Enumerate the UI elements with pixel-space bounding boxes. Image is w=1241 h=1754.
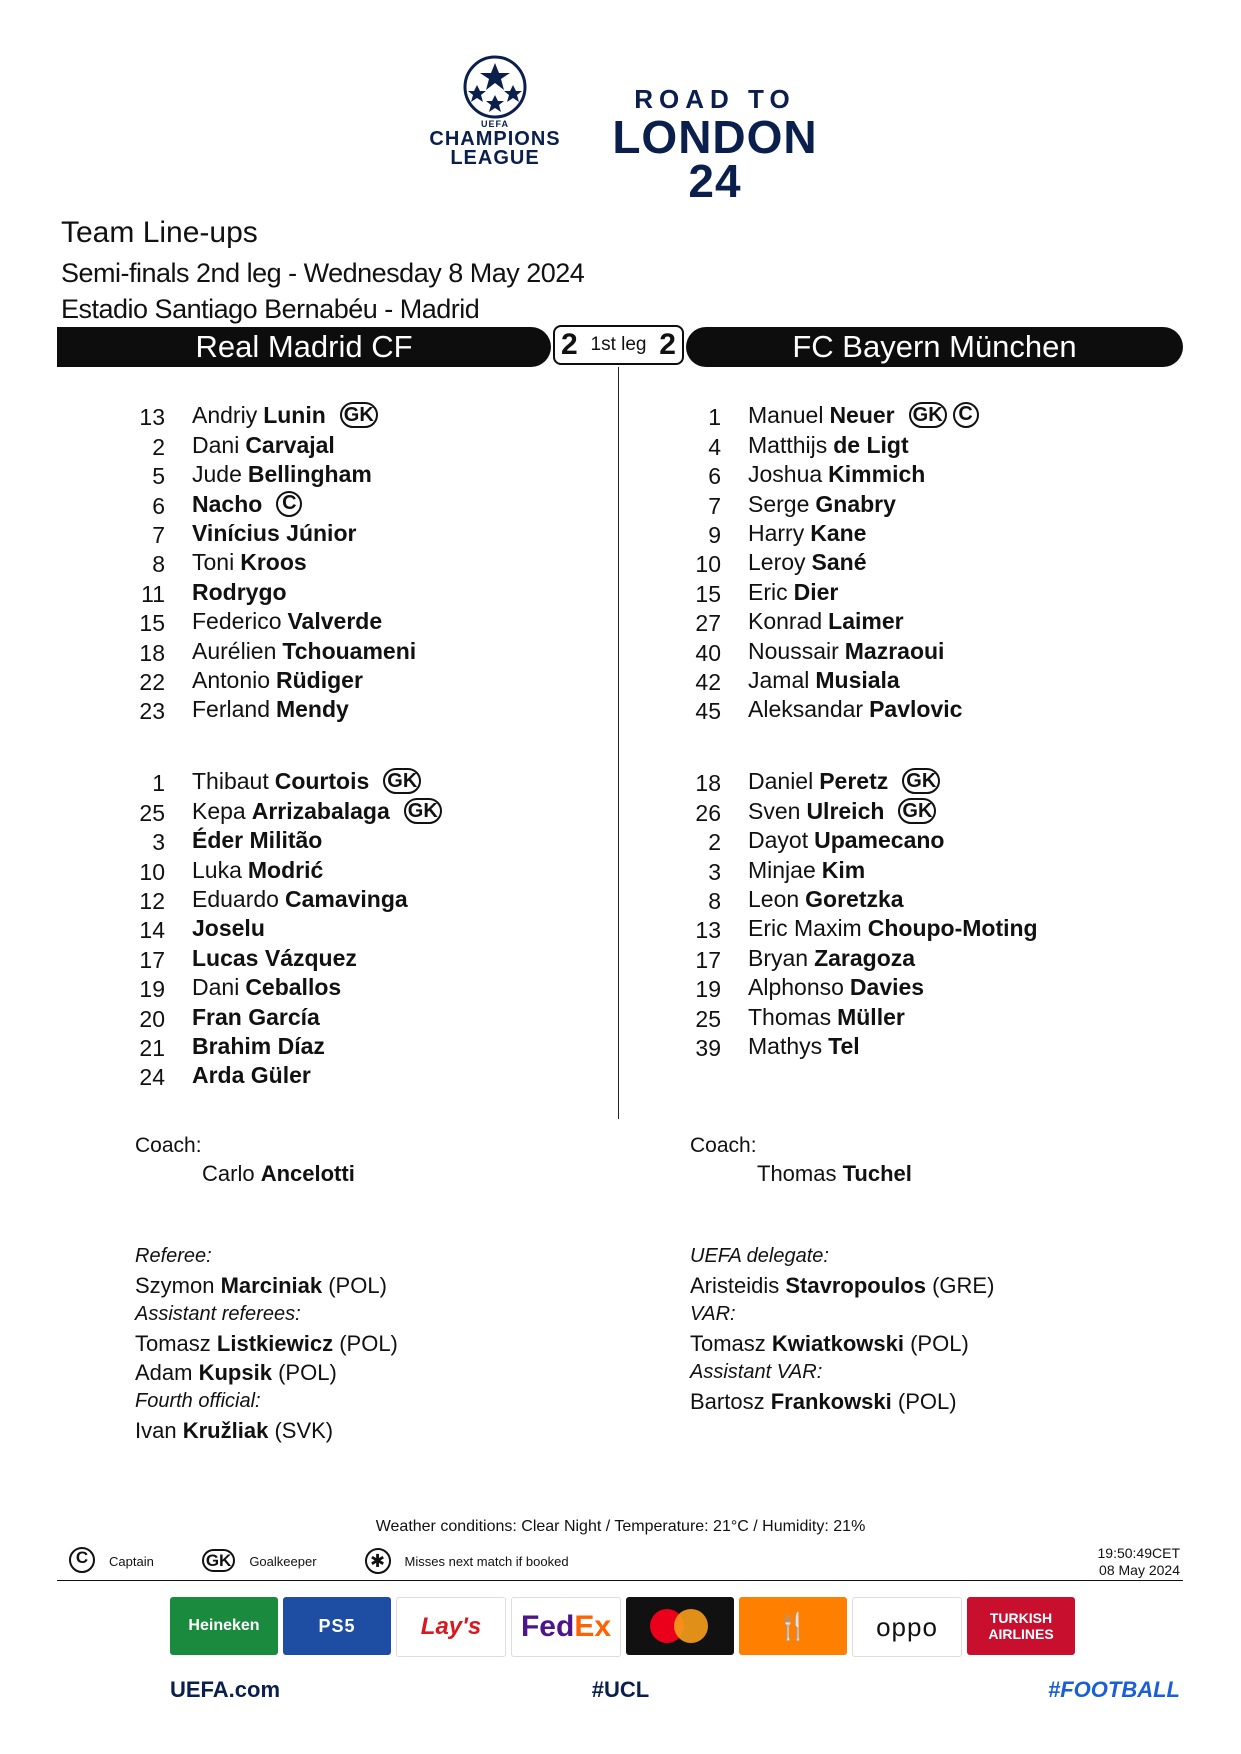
player-last-name: Zaragoza [814,944,916,971]
player-row [127,854,442,883]
legend-booked-label: Misses next match if booked [404,1553,569,1569]
first-leg-home-score: 2 [561,328,578,361]
player-first-name: Dani [192,974,240,1001]
player-row [127,766,442,795]
player-last-name: Kimmich [828,461,926,488]
fedex-fe: Fed [520,1610,575,1643]
official-first-name: Tomasz [135,1331,211,1356]
player-last-name: Davies [849,974,925,1001]
starball-icon [463,55,527,119]
player-row [683,913,1038,942]
player-row [683,518,979,547]
player-number: 10 [139,858,165,885]
playstation-logo: PS5 [283,1597,391,1655]
player-row [683,795,1038,824]
player-row [127,606,416,635]
captain-icon: C [953,402,979,428]
player-number: 17 [695,946,721,973]
player-last-name: Tchouameni [282,637,417,664]
player-last-name: Nacho [192,490,263,517]
player-number: 13 [695,917,721,944]
player-last-name: Joselu [192,915,265,942]
player-row [127,694,416,723]
mastercard-logo [626,1597,734,1655]
player-number: 39 [695,1034,721,1061]
official-name [135,1329,398,1358]
player-number: 2 [152,433,165,460]
player-first-name: Jude [192,461,242,488]
road-to-london-logo [610,84,820,207]
player-first-name: Federico [192,608,282,635]
player-first-name: Joshua [748,461,823,488]
player-number: 27 [695,610,721,637]
official-name [135,1271,398,1300]
away-substitutes [683,766,1038,1060]
oppo-logo: oppo [852,1597,962,1657]
player-number: 6 [152,492,165,519]
player-row [683,854,1038,883]
player-row [683,694,979,723]
player-last-name: Ceballos [245,974,342,1001]
player-last-name: Musiala [815,666,900,693]
player-row [683,606,979,635]
official-role: VAR: [690,1303,736,1325]
official-name [135,1358,398,1387]
asterisk-icon: ✱ [365,1548,391,1574]
player-row [127,429,416,458]
official-last-name: Kupsik [198,1360,272,1385]
player-first-name: Luka [192,856,242,883]
player-last-name: Courtois [274,768,370,795]
turkish-airlines-logo: TURKISH AIRLINES [967,1597,1075,1655]
player-number: 2 [708,829,721,856]
player-last-name: Upamecano [814,827,945,854]
player-last-name: de Ligt [833,431,909,458]
official-last-name: Kwiatkowski [771,1331,904,1356]
champions-league-logo [420,55,570,195]
player-last-name: Neuer [829,402,895,429]
goalkeeper-icon: GK [909,402,947,428]
first-leg-score [553,325,684,365]
takeaway-logo: 🍴 [739,1597,847,1655]
player-number: 18 [139,639,165,666]
player-row [683,1001,1038,1030]
player-number: 3 [152,829,165,856]
away-coach-first: Thomas [757,1161,837,1186]
away-coach-label: Coach: [690,1134,757,1157]
player-last-name: Gnabry [815,490,896,517]
player-number: 15 [695,580,721,607]
player-number: 26 [695,799,721,826]
player-last-name: Pavlovic [869,696,963,723]
player-row [127,825,442,854]
official-role: Assistant referees: [135,1303,301,1325]
player-row [683,665,979,694]
player-last-name: Carvajal [245,431,335,458]
ucl-hashtag: #UCL [591,1677,650,1702]
player-first-name: Eric Maxim [748,915,862,942]
official-nationality: (GRE) [932,1273,995,1298]
player-number: 11 [141,580,165,607]
player-row [127,488,416,517]
player-number: 8 [152,551,165,578]
goalkeeper-icon: GK [202,1549,236,1572]
captain-icon: C [69,1547,95,1573]
player-row [127,635,416,664]
player-last-name: Sané [811,549,867,576]
player-last-name: Ulreich [806,797,885,824]
player-number: 9 [708,521,721,548]
player-number: 19 [139,976,165,1003]
player-row [683,942,1038,971]
legend-booked [365,1548,569,1574]
player-last-name: Camavinga [284,885,408,912]
player-number: 17 [139,946,165,973]
player-row [127,547,416,576]
player-number: 42 [695,668,721,695]
player-row [683,972,1038,1001]
player-first-name: Thibaut [192,768,269,795]
player-first-name: Kepa [192,797,246,824]
player-first-name: Alphonso [748,974,844,1001]
player-number: 6 [708,463,721,490]
home-coach-name [202,1161,355,1187]
legend [69,1548,617,1574]
official-name [135,1416,398,1445]
player-number: 5 [152,463,165,490]
player-first-name: Antonio [192,666,271,693]
player-last-name: Choupo-Moting [867,915,1038,942]
captain-icon: C [276,491,302,517]
player-row [683,429,979,458]
home-coach-last: Ancelotti [260,1161,355,1186]
player-number: 25 [139,799,165,826]
official-last-name: Kružliak [182,1418,269,1443]
player-number: 8 [708,887,721,914]
home-team-name: Real Madrid CF [195,329,413,364]
player-first-name: Jamal [748,666,810,693]
player-last-name: Kim [821,856,866,883]
official-last-name: Frankowski [770,1389,892,1414]
heineken-logo: Heineken [170,1597,278,1655]
player-first-name: Eric [748,578,788,605]
player-first-name: Sven [748,797,801,824]
player-first-name: Toni [192,549,235,576]
player-row [683,576,979,605]
player-first-name: Harry [748,519,805,546]
official-name [690,1271,994,1300]
player-row [683,488,979,517]
football-hashtag: #FOOTBALL [1048,1677,1180,1702]
player-row [683,459,979,488]
away-coach-last: Tuchel [842,1161,912,1186]
player-number: 40 [695,639,721,666]
ucl-league-text: LEAGUE [450,147,540,169]
player-row [127,884,442,913]
player-first-name: Eduardo [192,885,279,912]
player-first-name: Andriy [192,402,258,429]
player-row [683,547,979,576]
away-team-name: FC Bayern München [792,329,1077,364]
home-coach-first: Carlo [202,1161,255,1186]
official-nationality: (POL) [278,1360,337,1385]
player-number: 1 [152,770,165,797]
player-first-name: Ferland [192,696,270,723]
player-first-name: Noussair [748,637,839,664]
official-nationality: (POL) [339,1331,398,1356]
player-number: 22 [139,668,165,695]
official-role: Referee: [135,1245,212,1267]
official-name [690,1329,994,1358]
home-substitutes [127,766,442,1089]
official-nationality: (POL) [328,1273,387,1298]
player-row [127,518,416,547]
weather-conditions: Weather conditions: Clear Night / Temperature: 21°C / Humidity: 21% [375,1518,866,1535]
player-row [127,400,416,429]
player-last-name: Lucas Vázquez [192,944,357,971]
official-nationality: (POL) [910,1331,969,1356]
player-row [127,576,416,605]
player-number: 13 [139,404,165,431]
goalkeeper-icon: GK [383,768,421,794]
away-team-bar [686,327,1183,367]
officials-left [135,1242,398,1445]
player-last-name: Laimer [828,608,904,635]
player-row [127,795,442,824]
player-first-name: Matthijs [748,431,828,458]
official-last-name: Marciniak [220,1273,323,1298]
player-first-name: Serge [748,490,810,517]
player-row [127,942,442,971]
home-team-bar [57,327,551,367]
goalkeeper-icon: GK [340,402,378,428]
road-to-text: ROAD TO [634,84,796,114]
player-row [127,665,416,694]
player-last-name: Peretz [819,768,889,795]
official-last-name: Stavropoulos [785,1273,926,1298]
player-last-name: Rodrygo [192,578,287,605]
player-row [683,1031,1038,1060]
fedex-logo [511,1597,621,1657]
player-last-name: Mendy [275,696,349,723]
player-last-name: Lunin [263,402,326,429]
center-divider [618,367,619,1119]
player-row [127,913,442,942]
player-first-name: Konrad [748,608,823,635]
player-number: 25 [695,1005,721,1032]
legend-captain [69,1548,154,1574]
player-row [127,1031,442,1060]
page-title: Team Line-ups [61,216,258,249]
player-last-name: Éder Militão [192,827,323,854]
official-role: UEFA delegate: [690,1245,829,1267]
mastercard-yellow-circle [674,1609,708,1643]
player-last-name: Valverde [287,608,383,635]
goalkeeper-icon: GK [898,798,936,824]
player-last-name: Kroos [240,549,307,576]
player-row [127,459,416,488]
player-first-name: Dani [192,431,240,458]
official-name [690,1387,994,1416]
player-number: 12 [139,887,165,914]
player-first-name: Manuel [748,402,824,429]
player-first-name: Mathys [748,1032,823,1059]
player-last-name: Tel [828,1032,860,1059]
player-number: 21 [139,1034,165,1061]
official-first-name: Tomasz [690,1331,766,1356]
player-number: 19 [695,976,721,1003]
away-coach-name [757,1161,912,1187]
player-first-name: Leon [748,885,800,912]
player-row [683,884,1038,913]
lays-logo: Lay's [396,1597,506,1657]
player-last-name: Kane [810,519,867,546]
player-row [683,825,1038,854]
goalkeeper-icon: GK [902,768,940,794]
official-last-name: Listkiewicz [216,1331,334,1356]
player-number: 7 [152,521,165,548]
player-last-name: Müller [837,1003,905,1030]
player-number: 7 [708,492,721,519]
player-first-name: Aleksandar [748,696,864,723]
player-last-name: Fran García [192,1003,320,1030]
player-last-name: Modrić [247,856,324,883]
player-number: 4 [708,433,721,460]
ucl-uefa-text: UEFA [480,119,509,129]
player-first-name: Leroy [748,549,806,576]
official-role: Assistant VAR: [690,1361,823,1383]
venue: Estadio Santiago Bernabéu - Madrid [61,294,480,324]
official-nationality: (SVK) [274,1418,334,1443]
round-date: Semi-finals 2nd leg - Wednesday 8 May 2024 [61,258,585,288]
official-first-name: Adam [135,1360,193,1385]
officials-right [690,1242,994,1416]
player-number: 45 [695,698,721,725]
timestamp-date: 08 May 2024 [1099,1562,1180,1578]
player-last-name: Dier [793,578,839,605]
official-first-name: Bartosz [690,1389,765,1414]
uefa-com-link[interactable]: UEFA.com [170,1677,281,1702]
player-number: 14 [139,917,165,944]
away-starting-lineup [683,400,979,723]
player-number: 15 [139,610,165,637]
first-leg-away-score: 2 [659,328,676,361]
player-last-name: Brahim Díaz [192,1032,325,1059]
player-row [683,766,1038,795]
player-first-name: Aurélien [192,637,277,664]
player-first-name: Dayot [748,827,809,854]
player-last-name: Rüdiger [276,666,363,693]
player-last-name: Bellingham [247,461,372,488]
player-row [127,972,442,1001]
player-last-name: Goretzka [805,885,904,912]
official-role: Fourth official: [135,1390,261,1412]
official-first-name: Szymon [135,1273,215,1298]
player-number: 3 [708,858,721,885]
footer-divider [57,1580,1183,1581]
ucl-champions-text: CHAMPIONS [429,128,561,150]
player-number: 24 [139,1064,165,1091]
player-row [683,400,979,429]
player-row [127,1060,442,1089]
player-number: 20 [139,1005,165,1032]
player-last-name: Vinícius Júnior [192,519,357,546]
player-number: 23 [139,698,165,725]
official-first-name: Ivan [135,1418,177,1443]
player-row [127,1001,442,1030]
fedex-ex: Ex [574,1610,612,1643]
player-number: 10 [695,551,721,578]
player-last-name: Arrizabalaga [251,797,390,824]
official-nationality: (POL) [897,1389,957,1414]
sponsor-strip [170,1597,1075,1657]
home-coach-label: Coach: [135,1134,202,1157]
home-starting-lineup [127,400,416,723]
player-first-name: Daniel [748,768,814,795]
first-leg-label: 1st leg [590,334,647,355]
legend-goalkeeper-label: Goalkeeper [249,1553,317,1569]
player-number: 1 [708,404,721,431]
timestamp [1040,1545,1180,1579]
legend-goalkeeper [202,1550,317,1573]
player-first-name: Minjae [748,856,816,883]
player-first-name: Thomas [748,1003,832,1030]
london-24-text: LONDON 24 [612,111,818,207]
player-row [683,635,979,664]
player-first-name: Bryan [748,944,809,971]
player-number: 18 [695,770,721,797]
player-last-name: Arda Güler [192,1062,311,1089]
player-last-name: Mazraoui [844,637,945,664]
official-first-name: Aristeidis [690,1273,780,1298]
legend-captain-label: Captain [109,1553,154,1569]
goalkeeper-icon: GK [404,798,442,824]
timestamp-time: 19:50:49CET [1097,1545,1180,1561]
